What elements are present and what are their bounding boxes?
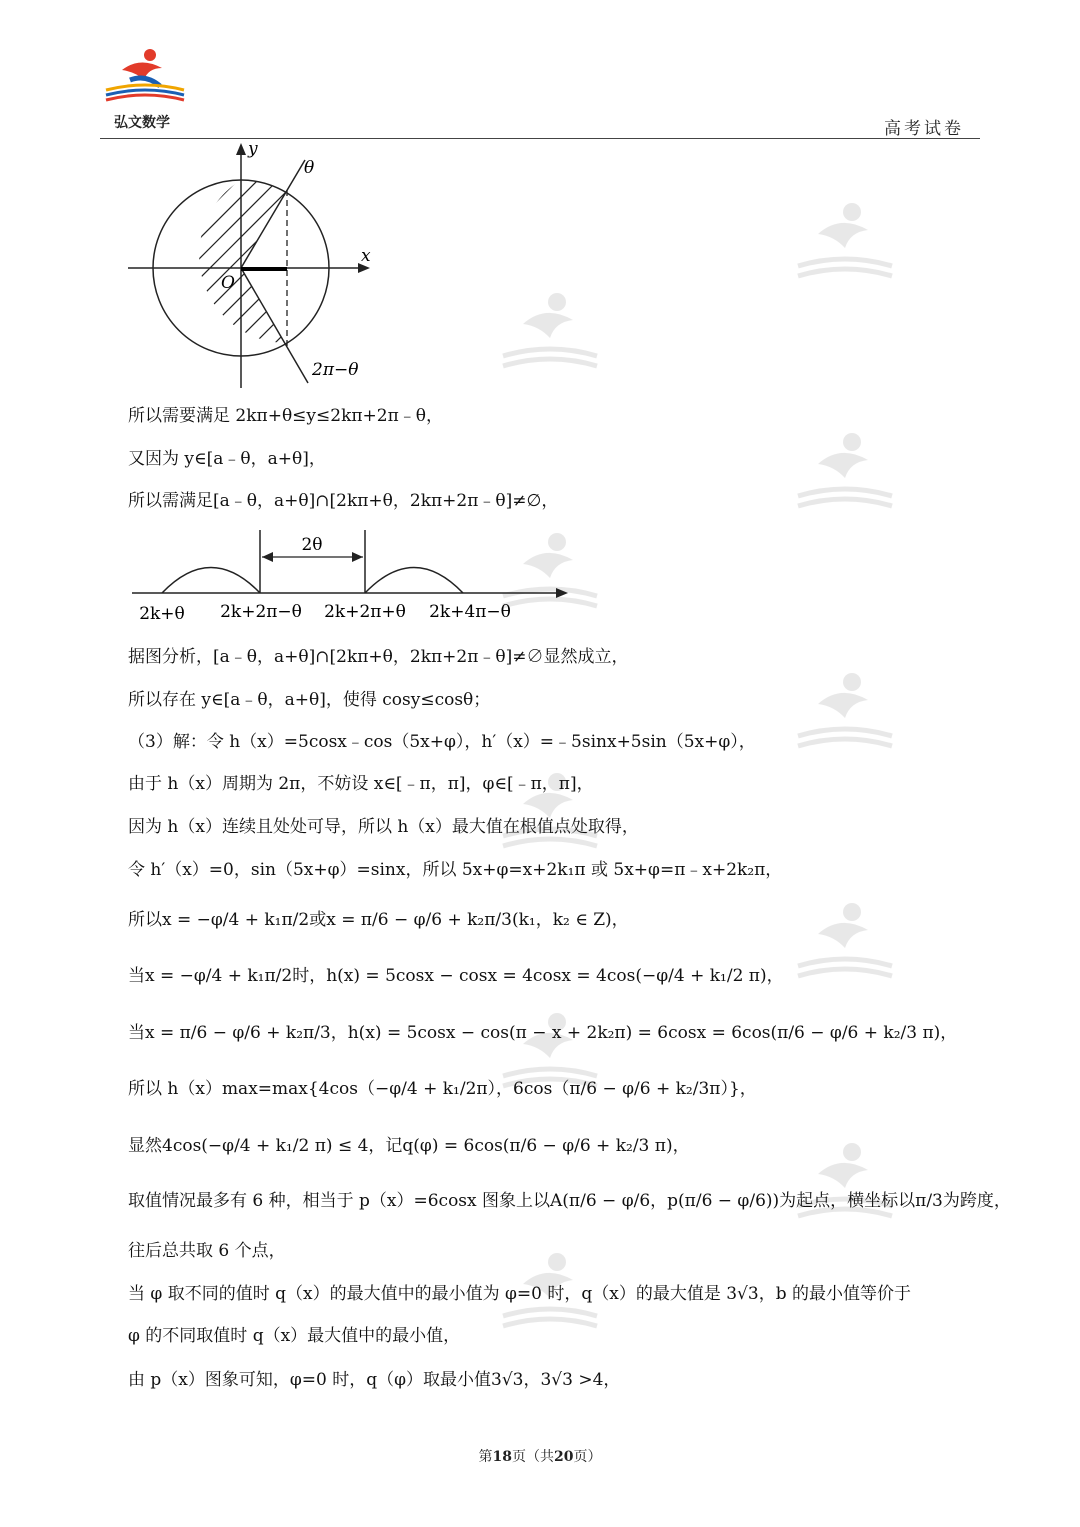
total-pages: 20 [554,1449,574,1465]
solution-line: 由于 h（x）周期为 2π，不妨设 x∈[﹣π，π]，φ∈[﹣π，π]， [128,774,594,794]
logo-icon [100,46,190,106]
watermark-logo-icon [790,900,900,990]
solution-line: 所以需满足[a﹣θ，a+θ]∩[2kπ+θ，2kπ+2π﹣θ]≠∅， [128,491,559,511]
solution-line: 因为 h（x）连续且处处可导，所以 h（x）最大值在根值点处取得， [128,817,639,837]
unit-circle-figure [120,138,390,393]
solution-line: 所以x = −φ/4 + k₁π/2或x = π/6 − φ/6 + k₂π/3(k₁，k₂ ∈ Z)， [128,910,629,930]
watermark-logo-icon [790,200,900,290]
angle-2pi-minus-theta-label: 2π−θ [312,360,359,380]
footer-suffix: 页） [573,1449,602,1465]
page-header [100,40,980,139]
brand-name: 弘文数学 [114,115,170,131]
interval-figure [128,530,578,626]
solution-line: 往后总共取 6 个点， [128,1241,286,1261]
x-axis-label: x [361,246,371,266]
theta-label: θ [304,158,315,178]
footer-mid: 页（共 [512,1449,554,1465]
solution-line: 所以存在 y∈[a﹣θ，a+θ]，使得 cosy≤cosθ； [128,690,491,710]
solution-line: 显然4cos(−φ/4 + k₁/2 π) ≤ 4，记q(φ) = 6cos(π/6 − φ/6 + k₂/3 π)， [128,1136,690,1156]
solution-line: 由 p（x）图象可知，φ=0 时，q（φ）取最小值3√3，3√3 >4， [128,1370,621,1390]
document-type: 高考试卷 [884,119,964,139]
origin-label: O [221,273,235,293]
interval-gap-label: 2θ [301,535,323,555]
solution-line: （3）解：令 h（x）=5cosx﹣cos（5x+φ），h′（x）=﹣5sinx+5sin（5x+φ）， [128,732,756,752]
footer-prefix: 第 [478,1449,493,1465]
solution-line: φ 的不同取值时 q（x）最大值中的最小值， [128,1326,461,1346]
solution-line: 取值情况最多有 6 种，相当于 p（x）=6cosx 图象上以A(π/6 − φ/6，p(π/6 − φ/6))为起点，横坐标以π/3为跨度， [128,1191,1011,1211]
interval-tick-label: 2k+2π+θ [324,602,406,622]
solution-line: 所以 h（x）max=max{4cos（−φ/4 + k₁/2π），6cos（π/6 − φ/6 + k₂/3π）}， [128,1079,757,1099]
interval-tick-label: 2k+θ [139,604,185,624]
solution-line: 又因为 y∈[a﹣θ，a+θ]， [128,449,326,469]
solution-line: 当x = −φ/4 + k₁π/2时，h(x) = 5cosx − cosx = 4cosx = 4cos(−φ/4 + k₁/2 π)， [128,966,784,986]
solution-line: 据图分析，[a﹣θ，a+θ]∩[2kπ+θ，2kπ+2π﹣θ]≠∅显然成立， [128,647,629,667]
watermark-logo-icon [790,430,900,520]
interval-tick-label: 2k+4π−θ [429,602,511,622]
solution-line: 当x = π/6 − φ/6 + k₂π/3，h(x) = 5cosx − cos(π − x + 2k₂π) = 6cosx = 6cos(π/6 − φ/6 + k₂/3 π)， [128,1023,958,1043]
page-footer [0,1446,1080,1466]
watermark-logo-icon [790,1140,900,1230]
interval-tick-label: 2k+2π−θ [220,602,302,622]
page-number: 18 [492,1449,512,1465]
solution-line: 所以需要满足 2kπ+θ≤y≤2kπ+2π﹣θ， [128,406,444,426]
solution-line: 当 φ 取不同的值时 q（x）的最大值中的最小值为 φ=0 时，q（x）的最大值是 3√3，b 的最小值等价于 [128,1284,911,1304]
solution-line: 令 h′（x）=0，sin（5x+φ）=sinx，所以 5x+φ=x+2k₁π 或 5x+φ=π﹣x+2k₂π， [128,860,783,880]
watermark-logo-icon [495,290,605,380]
y-axis-label: y [248,139,258,159]
watermark-logo-icon [790,670,900,760]
